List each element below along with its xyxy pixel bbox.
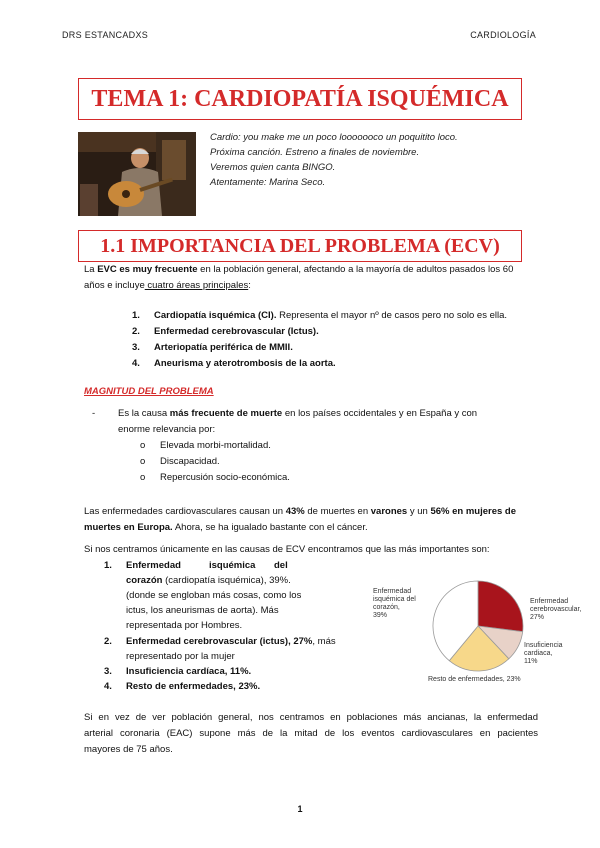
intro-text: La	[84, 264, 98, 275]
magnitud-text-2: en los países occidentales y en España y con	[282, 408, 478, 419]
magnitud-item-3: Repercusión socio-económica.	[160, 472, 290, 483]
guitar-player-illustration	[78, 132, 196, 216]
pie-label-resto: Resto de enfermedades, 23%	[428, 676, 521, 683]
p2-text: Las enfermedades cardiovasculares causan un	[84, 506, 286, 517]
area-bold: Aneurisma y aterotrombosis de la aorta.	[154, 358, 336, 369]
cause-1-line-2	[126, 573, 291, 589]
cause-2-line-1	[104, 634, 336, 650]
pie-label-ins-1: Insuficiencia	[524, 642, 563, 649]
pie-label-cer-2: cerebrovascular,	[530, 606, 582, 613]
p2-line-1	[84, 504, 516, 520]
area-number: 2.	[132, 326, 140, 337]
intro-text-3: años e incluye	[84, 280, 145, 291]
pie-label-isq-3: corazón,	[373, 604, 400, 611]
magnitud-dash: -	[92, 408, 96, 419]
pie-slice-1	[478, 581, 523, 632]
magnitud-bullet-2: o	[140, 456, 146, 467]
cause-2-bold: Enfermedad cerebrovascular (ictus), 27%	[126, 636, 313, 647]
cause-4-bold: Resto de enfermedades, 23%.	[126, 681, 261, 692]
p4-line-1: Si en vez de ver población general, nos centramos en poblaciones más ancianas, la enfermedad	[84, 712, 538, 723]
area-bold: Arteriopatía periférica de MMII.	[154, 342, 293, 353]
magnitud-line-1	[118, 406, 477, 422]
note-line-3: Veremos quien canta BINGO.	[210, 162, 336, 173]
magnitud-item-1: Elevada morbi-mortalidad.	[160, 440, 271, 451]
note-line-4: Atentamente: Marina Seco.	[210, 177, 326, 188]
area-item-3	[132, 340, 293, 356]
p2-bold-56: 56% en mujeres de	[430, 506, 516, 517]
area-item-1	[132, 308, 507, 324]
area-number: 3.	[132, 342, 140, 353]
ecv-pie-chart	[430, 578, 526, 674]
page-title-box	[78, 78, 522, 120]
p2-bold-europa: muertes en Europa.	[84, 522, 173, 533]
intro-underline: cuatro áreas principales	[144, 280, 249, 291]
p2-line-2	[84, 520, 368, 536]
p2-text-2: de muertes en	[304, 506, 371, 517]
section-title: 1.1 IMPORTANCIA DEL PROBLEMA (ECV)	[100, 234, 500, 257]
p2-bold-43: 43%	[285, 506, 305, 517]
cause-1-word-3: del	[274, 560, 288, 571]
pie-label-ins-2: cardiaca,	[524, 650, 553, 657]
cause-2-line-2: representado por la mujer	[126, 651, 235, 662]
intro-colon: :	[248, 280, 251, 291]
pie-label-insuficiencia	[524, 642, 563, 666]
p2-text-3: y un	[407, 506, 431, 517]
header-right: CARDIOLOGÍA	[470, 30, 536, 40]
p4-line-3: mayores de 75 años.	[84, 744, 173, 755]
magnitud-bold: más frecuente de muerte	[169, 408, 283, 419]
page-number: 1	[297, 804, 303, 814]
pie-label-cer-1: Enfermedad	[530, 598, 569, 605]
area-item-4	[132, 356, 336, 372]
cause-number: 1.	[104, 560, 112, 571]
cause-number: 3.	[104, 666, 112, 677]
cause-1-word-1: Enfermedad	[126, 560, 181, 571]
cause-1-line-1	[104, 558, 300, 574]
p2-bold-varones: varones	[370, 506, 408, 517]
area-number: 1.	[132, 310, 140, 321]
magnitud-line-2: enorme relevancia por:	[118, 424, 216, 435]
p2-text-5: se ha igualado bastante con el cáncer.	[205, 522, 368, 533]
intro-bold: EVC es muy frecuente	[97, 264, 198, 275]
area-bold: Enfermedad cerebrovascular (Ictus).	[154, 326, 319, 337]
pie-label-cerebro	[530, 598, 581, 622]
cause-3	[104, 664, 251, 680]
cause-2-rest: , más	[312, 636, 336, 647]
pie-label-cer-3: 27%	[530, 614, 545, 621]
cause-4	[104, 679, 260, 695]
intro-line-1	[84, 262, 513, 278]
area-item-2	[132, 324, 319, 340]
area-number: 4.	[132, 358, 140, 369]
pie-label-isq-2: isquémica del	[373, 596, 416, 603]
cause-3-bold: Insuficiencia cardíaca, 11%.	[126, 666, 252, 677]
note-line-2: Próxima canción. Estreno a finales de noviembre.	[210, 147, 420, 158]
p2-text-4: Ahora,	[172, 522, 206, 533]
p3: Si nos centramos únicamente en las causas de ECV encontramos que las más importantes son:	[84, 544, 490, 555]
section-title-box	[78, 230, 522, 262]
magnitud-text: Es la causa	[118, 408, 170, 419]
cause-1-line-4: ictus, los aneurismas de aorta). Más	[126, 605, 279, 616]
magnitud-heading: MAGNITUD DEL PROBLEMA	[84, 386, 214, 397]
magnitud-bullet-1: o	[140, 440, 146, 451]
cause-1-rest: (cardiopatía isquémica), 39%.	[162, 575, 291, 586]
pie-label-isq-1: Enfermedad	[373, 588, 412, 595]
pie-label-ins-3: 11%	[524, 658, 538, 665]
magnitud-bullet-3: o	[140, 472, 146, 483]
cause-1-bold: corazón	[126, 575, 163, 586]
area-rest: Representa el mayor nº de casos pero no solo es ella.	[276, 310, 508, 321]
cause-number: 2.	[104, 636, 112, 647]
header-left: DRS ESTANCADXS	[62, 30, 149, 40]
magnitud-item-2: Discapacidad.	[160, 456, 220, 467]
pie-label-isquemica	[373, 588, 416, 620]
page-title: TEMA 1: CARDIOPATÍA ISQUÉMICA	[91, 85, 509, 112]
cause-1-line-3: (donde se engloban más cosas, como los	[126, 590, 302, 601]
area-bold: Cardiopatía isquémica (CI).	[154, 310, 277, 321]
intro-text-2: en la población general, afectando a la mayoría de adultos pasados los 60	[197, 264, 514, 275]
singer-photo	[78, 132, 196, 216]
cause-number: 4.	[104, 681, 112, 692]
pie-label-isq-4: 39%	[373, 612, 388, 619]
cause-1-word-2: isquémica	[209, 560, 256, 571]
p4-line-2: arterial coronaria (EAC) supone más de la mitad de los eventos cardiovasculares en pacientes	[84, 728, 538, 739]
cause-1-line-5: representada por Hombres.	[126, 620, 243, 631]
note-line-1: Cardio: you make me un poco looooooco un poquitito loco.	[210, 132, 458, 143]
intro-line-2	[84, 278, 251, 294]
